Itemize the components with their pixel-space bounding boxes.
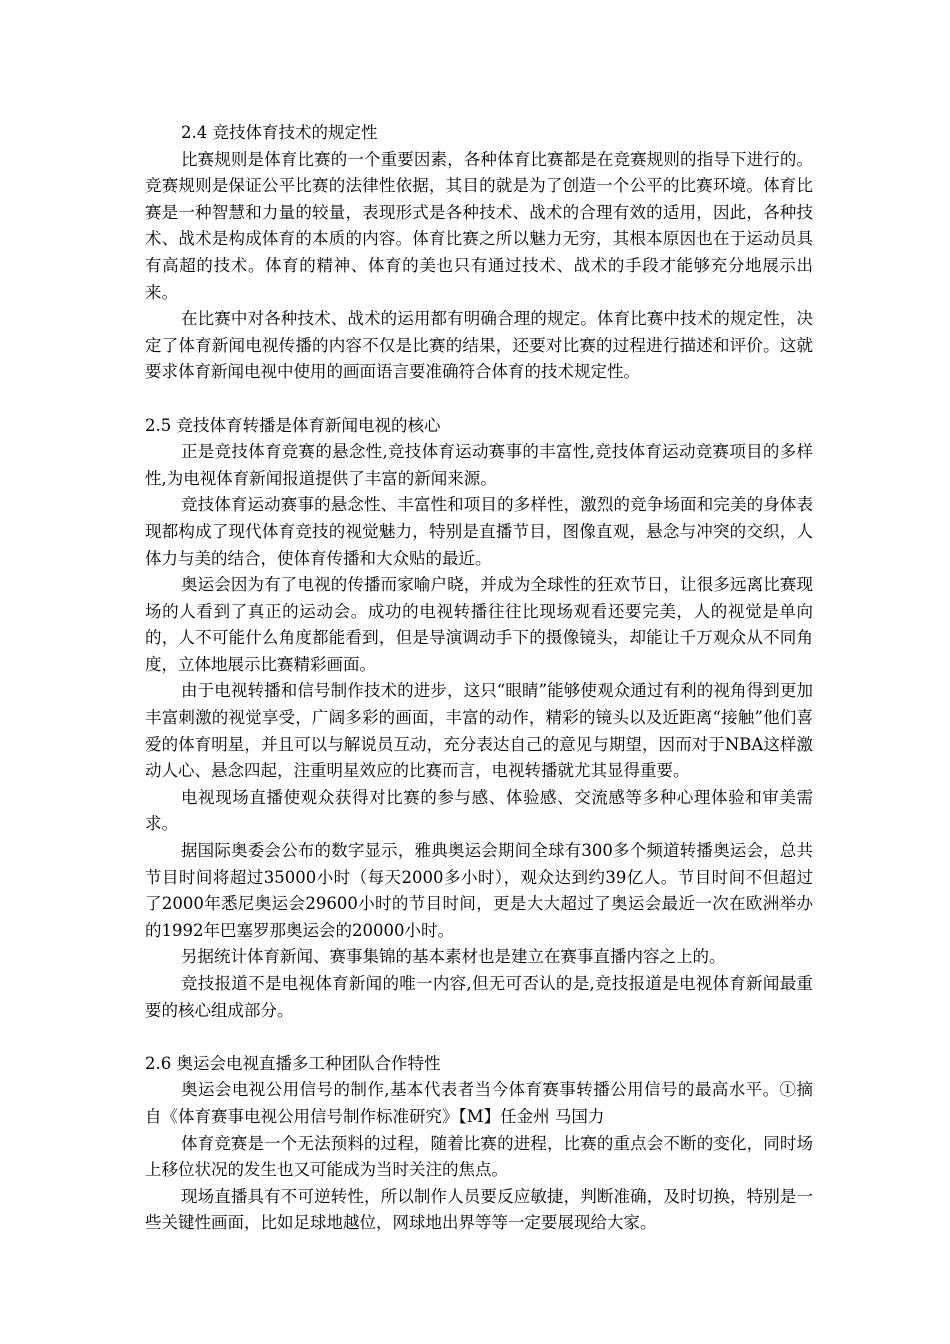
paragraph: 正是竞技体育竞赛的悬念性,竞技体育运动赛事的丰富性,竞技体育运动竞赛项目的多样性,为电视体育新闻报道提供了丰富的新闻来源。 (145, 442, 813, 488)
paragraph: 奥运会因为有了电视的传播而家喻户晓，并成为全球性的狂欢节日，让很多远离比赛现场的人看到了真正的运动会。成功的电视转播往往比现场观看还要完美，人的视觉是单向的，人不可能什么角度都能看到，但是导演调动手下的摄像镜头，却能让千万观众从不同角度，立体地展示比赛精彩画面。 (145, 575, 813, 674)
document-page (145, 120, 813, 1237)
paragraph: 竞技体育运动赛事的悬念性、丰富性和项目的多样性，激烈的竞争场面和完美的身体表现都构成了现代体育竞技的视觉魅力，特别是直播节目，图像直观，悬念与冲突的交织，人体力与美的结合，使体育传播和大众贴的最近。 (145, 495, 813, 568)
paragraph: 现场直播具有不可逆转性，所以制作人员要反应敏捷，判断准确，及时切换，特别是一些关键性画面，比如足球地越位，网球地出界等等一定要展现给大家。 (145, 1186, 813, 1233)
section-heading-2-5: 2.5 竞技体育转播是体育新闻电视的核心 (145, 415, 441, 435)
section-heading-2-6: 2.6 奥运会电视直播多工种团队合作特性 (145, 1053, 441, 1073)
paragraph: 竞技报道不是电视体育新闻的唯一内容,但无可否认的是,竞技报道是电视体育新闻最重要的核心组成部分。 (145, 974, 813, 1020)
paragraph: 据国际奥委会公布的数字显示，雅典奥运会期间全球有300多个频道转播奥运会，总共节目时间将超过35000小时（每天2000多小时），观众达到约39亿人。节目时间不但超过了2000年悉尼奥运会29600小时的节目时间，更是大大超过了奥运会最近一次在欧洲举办的1992年巴塞罗那奥运会的20000小时。 (145, 841, 813, 940)
paragraph: 电视现场直播使观众获得对比赛的参与感、体验感、交流感等多种心理体验和审美需求。 (145, 787, 813, 834)
section-heading-2-4: 2.4 竞技体育技术的规定性 (181, 123, 378, 142)
section-spacer (145, 1024, 813, 1051)
paragraph: 奥运会电视公用信号的制作,基本代表者当今体育赛事转播公用信号的最高水平。①摘自《体育赛事电视公用信号制作标准研究》【M】任金州 马国力 (145, 1080, 813, 1126)
section-spacer (145, 386, 813, 413)
paragraph: 在比赛中对各种技术、战术的运用都有明确合理的规定。体育比赛中技术的规定性，决定了体育新闻电视传播的内容不仅是比赛的结果，还要对比赛的过程进行描述和评价。这就要求体育新闻电视中使用的画面语言要准确符合体育的技术规定性。 (145, 309, 813, 382)
paragraph: 比赛规则是体育比赛的一个重要因素，各种体育比赛都是在竞赛规则的指导下进行的。竞赛规则是保证公平比赛的法律性依据，其目的就是为了创造一个公平的比赛环境。体育比赛是一种智慧和力量的较量，表现形式是各种技术、战术的合理有效的适用，因此，各种技术、战术是构成体育的本质的内容。体育比赛之所以魅力无穷，其根本原因也在于运动员具有高超的技术。体育的精神、体育的美也只有通过技术、战术的手段才能够充分地展示出来。 (145, 149, 813, 302)
paragraph: 由于电视转播和信号制作技术的进步，这只“眼睛”能够使观众通过有利的视角得到更加丰富刺激的视觉享受，广阔多彩的画面，丰富的动作，精彩的镜头以及近距离“接触”他们喜爱的体育明星，并且可以与解说员互动，充分表达自己的意见与期望，因而对于NBA这样激动人心、悬念四起，注重明星效应的比赛而言，电视转播就尤其显得重要。 (145, 681, 813, 781)
paragraph: 另据统计体育新闻、赛事集锦的基本素材也是建立在赛事直播内容之上的。 (181, 947, 726, 967)
paragraph: 体育竞赛是一个无法预料的过程，随着比赛的进程，比赛的重点会不断的变化，同时场上移位状况的发生也又可能成为当时关注的焦点。 (145, 1133, 813, 1180)
